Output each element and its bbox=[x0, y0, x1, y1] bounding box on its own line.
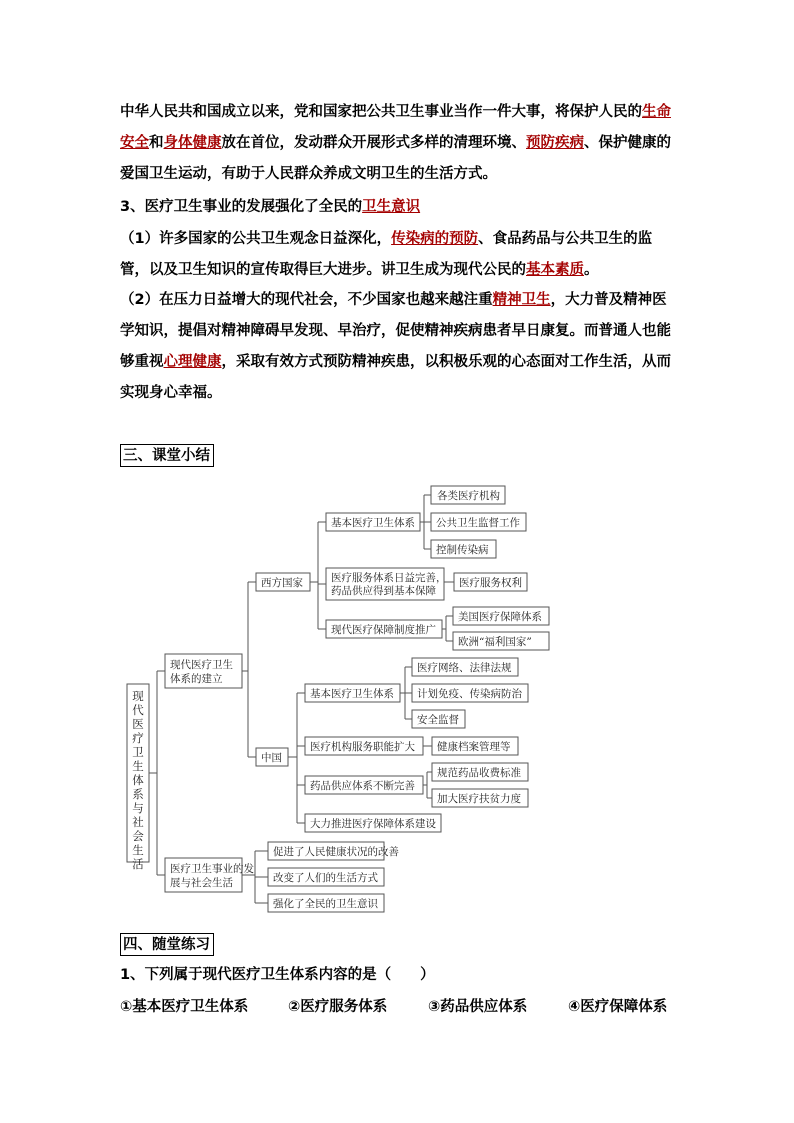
diagram-node-w2a: 医疗服务权利 bbox=[459, 577, 522, 589]
option-1: ①基本医疗卫生体系 bbox=[120, 999, 249, 1015]
diagram-node-w1a: 各类医疗机构 bbox=[437, 490, 500, 502]
option-2: ②医疗服务体系 bbox=[288, 999, 388, 1015]
question-text: 1、下列属于现代医疗卫生体系内容的是（ ） bbox=[120, 967, 435, 983]
diagram-node-w1c: 控制传染病 bbox=[436, 544, 489, 556]
diagram-node-s1: 促进了人民健康状况的改善 bbox=[273, 846, 399, 858]
diagram-node-w2: 医疗服务体系日益完善，药品供应得到基本保障 bbox=[331, 572, 447, 597]
highlight: 身体健康 bbox=[163, 135, 222, 151]
diagram-node-c3: 药品供应体系不断完善 bbox=[310, 780, 415, 792]
diagram-node-w3: 现代医疗保障制度推广 bbox=[331, 624, 436, 636]
diagram-node-c1b: 计划免疫、传染病防治 bbox=[417, 688, 522, 700]
diagram-node-c1a: 医疗网络、法律法规 bbox=[417, 662, 512, 674]
diagram-node-w1: 基本医疗卫生体系 bbox=[331, 517, 415, 529]
option-3: ③药品供应体系 bbox=[428, 999, 528, 1015]
diagram-node-china: 中国 bbox=[261, 752, 282, 764]
text: ，大力普及精神医学知识，提倡对精神障碍早发现、早治疗，促使精神疾病患者早日康复。而普通人也能够重视 bbox=[120, 292, 671, 370]
diagram-node-c1: 基本医疗卫生体系 bbox=[310, 688, 394, 700]
highlight: 生命安全 bbox=[120, 104, 671, 151]
option-4: ④医疗保障体系 bbox=[568, 999, 668, 1015]
diagram-node-s2: 改变了人们的生活方式 bbox=[273, 872, 378, 884]
diagram-node-west: 西方国家 bbox=[261, 577, 303, 589]
diagram-node-c2: 医疗机构服务职能扩大 bbox=[310, 741, 415, 753]
diagram-node-w3a: 美国医疗保障体系 bbox=[458, 611, 542, 623]
highlight: 基本素质 bbox=[526, 262, 584, 278]
diagram-b2-label: 医疗卫生事业的发展与社会生活 bbox=[170, 863, 254, 889]
highlight: 预防疾病 bbox=[526, 135, 584, 151]
diagram-node-c4: 大力推进医疗保障体系建设 bbox=[310, 818, 436, 830]
diagram-root-label: 现代医疗卫生体系与社会生活 bbox=[132, 689, 144, 871]
diagram-node-c2a: 健康档案管理等 bbox=[437, 741, 511, 753]
highlight: 卫生意识 bbox=[362, 199, 421, 215]
highlight: 心理健康 bbox=[163, 354, 222, 370]
diagram-b1-label: 现代医疗卫生体系的建立 bbox=[170, 659, 233, 685]
text: 、保护健康的爱国卫生运动，有助于人民群众养成文明卫生的生活方式。 bbox=[120, 135, 671, 182]
highlight: 传染病的预防 bbox=[391, 231, 479, 247]
diagram-node-c3b: 加大医疗扶贫力度 bbox=[437, 793, 521, 805]
diagram-node-c1c: 安全监督 bbox=[417, 714, 459, 726]
diagram-node-w1b: 公共卫生监督工作 bbox=[436, 517, 520, 529]
diagram-node-w3b: 欧洲“福利国家” bbox=[458, 636, 532, 648]
text: 中华人民共和国成立以来，党和国家把公共卫生事业当作一件大事，将保护人民的 bbox=[120, 104, 642, 120]
text: 放在首位，发动群众开展形式多样的清理环境、 bbox=[221, 135, 526, 151]
section-heading-summary: 三、课堂小结 bbox=[120, 444, 214, 467]
section-heading-practice: 四、随堂练习 bbox=[120, 933, 214, 956]
text: 。 bbox=[584, 262, 599, 278]
text: 和 bbox=[149, 135, 164, 151]
diagram-node-s3: 强化了全民的卫生意识 bbox=[273, 898, 378, 910]
text: 、食品药品与公共卫生的监管，以及卫生知识的宣传取得巨大进步。讲卫生成为现代公民的 bbox=[120, 231, 653, 278]
text: 3、医疗卫生事业的发展强化了全民的 bbox=[120, 199, 363, 215]
text: ，采取有效方式预防精神疾患，以积极乐观的心态面对工作生活，从而实现身心幸福。 bbox=[120, 354, 671, 401]
highlight: 精神卫生 bbox=[492, 292, 551, 308]
text: （2）在压力日益增大的现代社会，不少国家也越来越注重 bbox=[120, 292, 493, 308]
text: （1）许多国家的公共卫生观念日益深化， bbox=[120, 231, 392, 247]
diagram-node-c3a: 规范药品收费标准 bbox=[437, 767, 521, 779]
